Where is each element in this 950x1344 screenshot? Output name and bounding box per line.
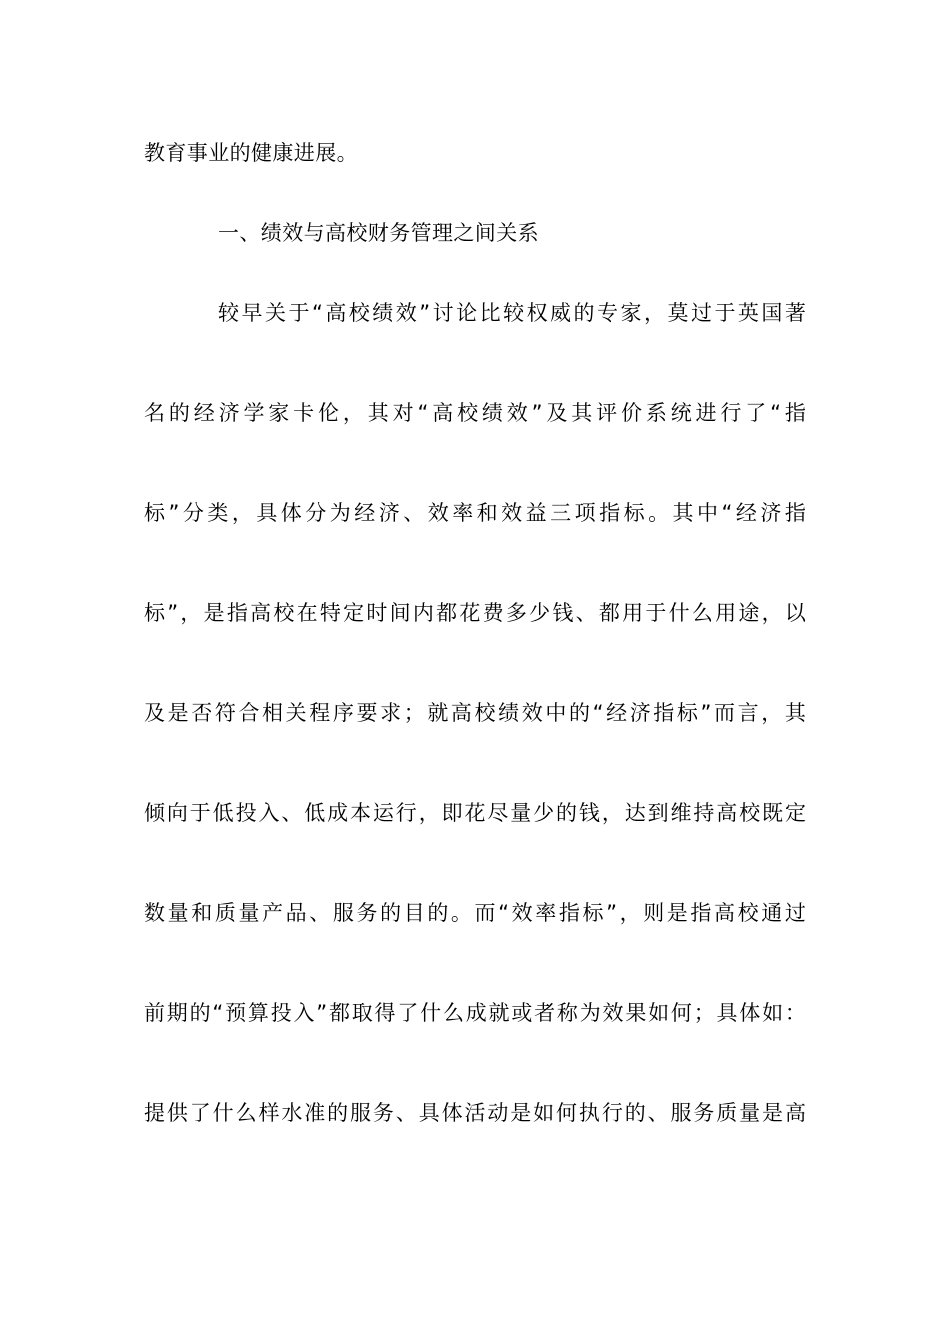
text-line-7: 及 是 否 符 合 相 关 程 序 要 求 ； 就 高 校 绩 效 中 的 “ 经 济 指 标 ” 而 言 ， 其 (144, 701, 806, 725)
text-line-4: 名 的 经 济 学 家 卡 伦 ， 其 对 “ 高 校 绩 效 ” 及 其 评 价 系 统 进 行 了 “ 指 (144, 401, 806, 425)
text-line-9: 数 量 和 质 量 产 品 、 服 务 的 目 的 。 而 “ 效 率 指 标 ” ， 则 是 指 高 校 通 过 (144, 901, 806, 925)
section-heading: 一、绩效与高校财务管理之间关系 (218, 221, 539, 245)
text-line-10: 前 期 的 “ 预 算 投 入 ” 都 取 得 了 什 么 成 就 或 者 称 为 效 果 如 何 ； 具 体 如 ： (144, 1001, 806, 1025)
text-line-6: 标 ” ， 是 指 高 校 在 特 定 时 间 内 都 花 费 多 少 钱 、 都 用 于 什 么 用 途 ， 以 (144, 601, 806, 625)
text-line-8: 倾 向 于 低 投 入 、 低 成 本 运 行 ， 即 花 尽 量 少 的 钱 ， 达 到 维 持 高 校 既 定 (144, 801, 806, 825)
text-line-1: 教育事业的健康进展。 (144, 141, 358, 165)
text-line-11: 提 供 了 什 么 样 水 准 的 服 务 、 具 体 活 动 是 如 何 执 行 的 、 服 务 质 量 是 高 (144, 1101, 806, 1125)
text-line-5: 标 ” 分 类 ， 具 体 分 为 经 济 、 效 率 和 效 益 三 项 指 标 。 其 中 “ 经 济 指 (144, 501, 806, 525)
text-line-3: 较 早 关 于 “ 高 校 绩 效 ” 讨 论 比 较 权 威 的 专 家 ， 莫 过 于 英 国 著 (218, 301, 806, 325)
